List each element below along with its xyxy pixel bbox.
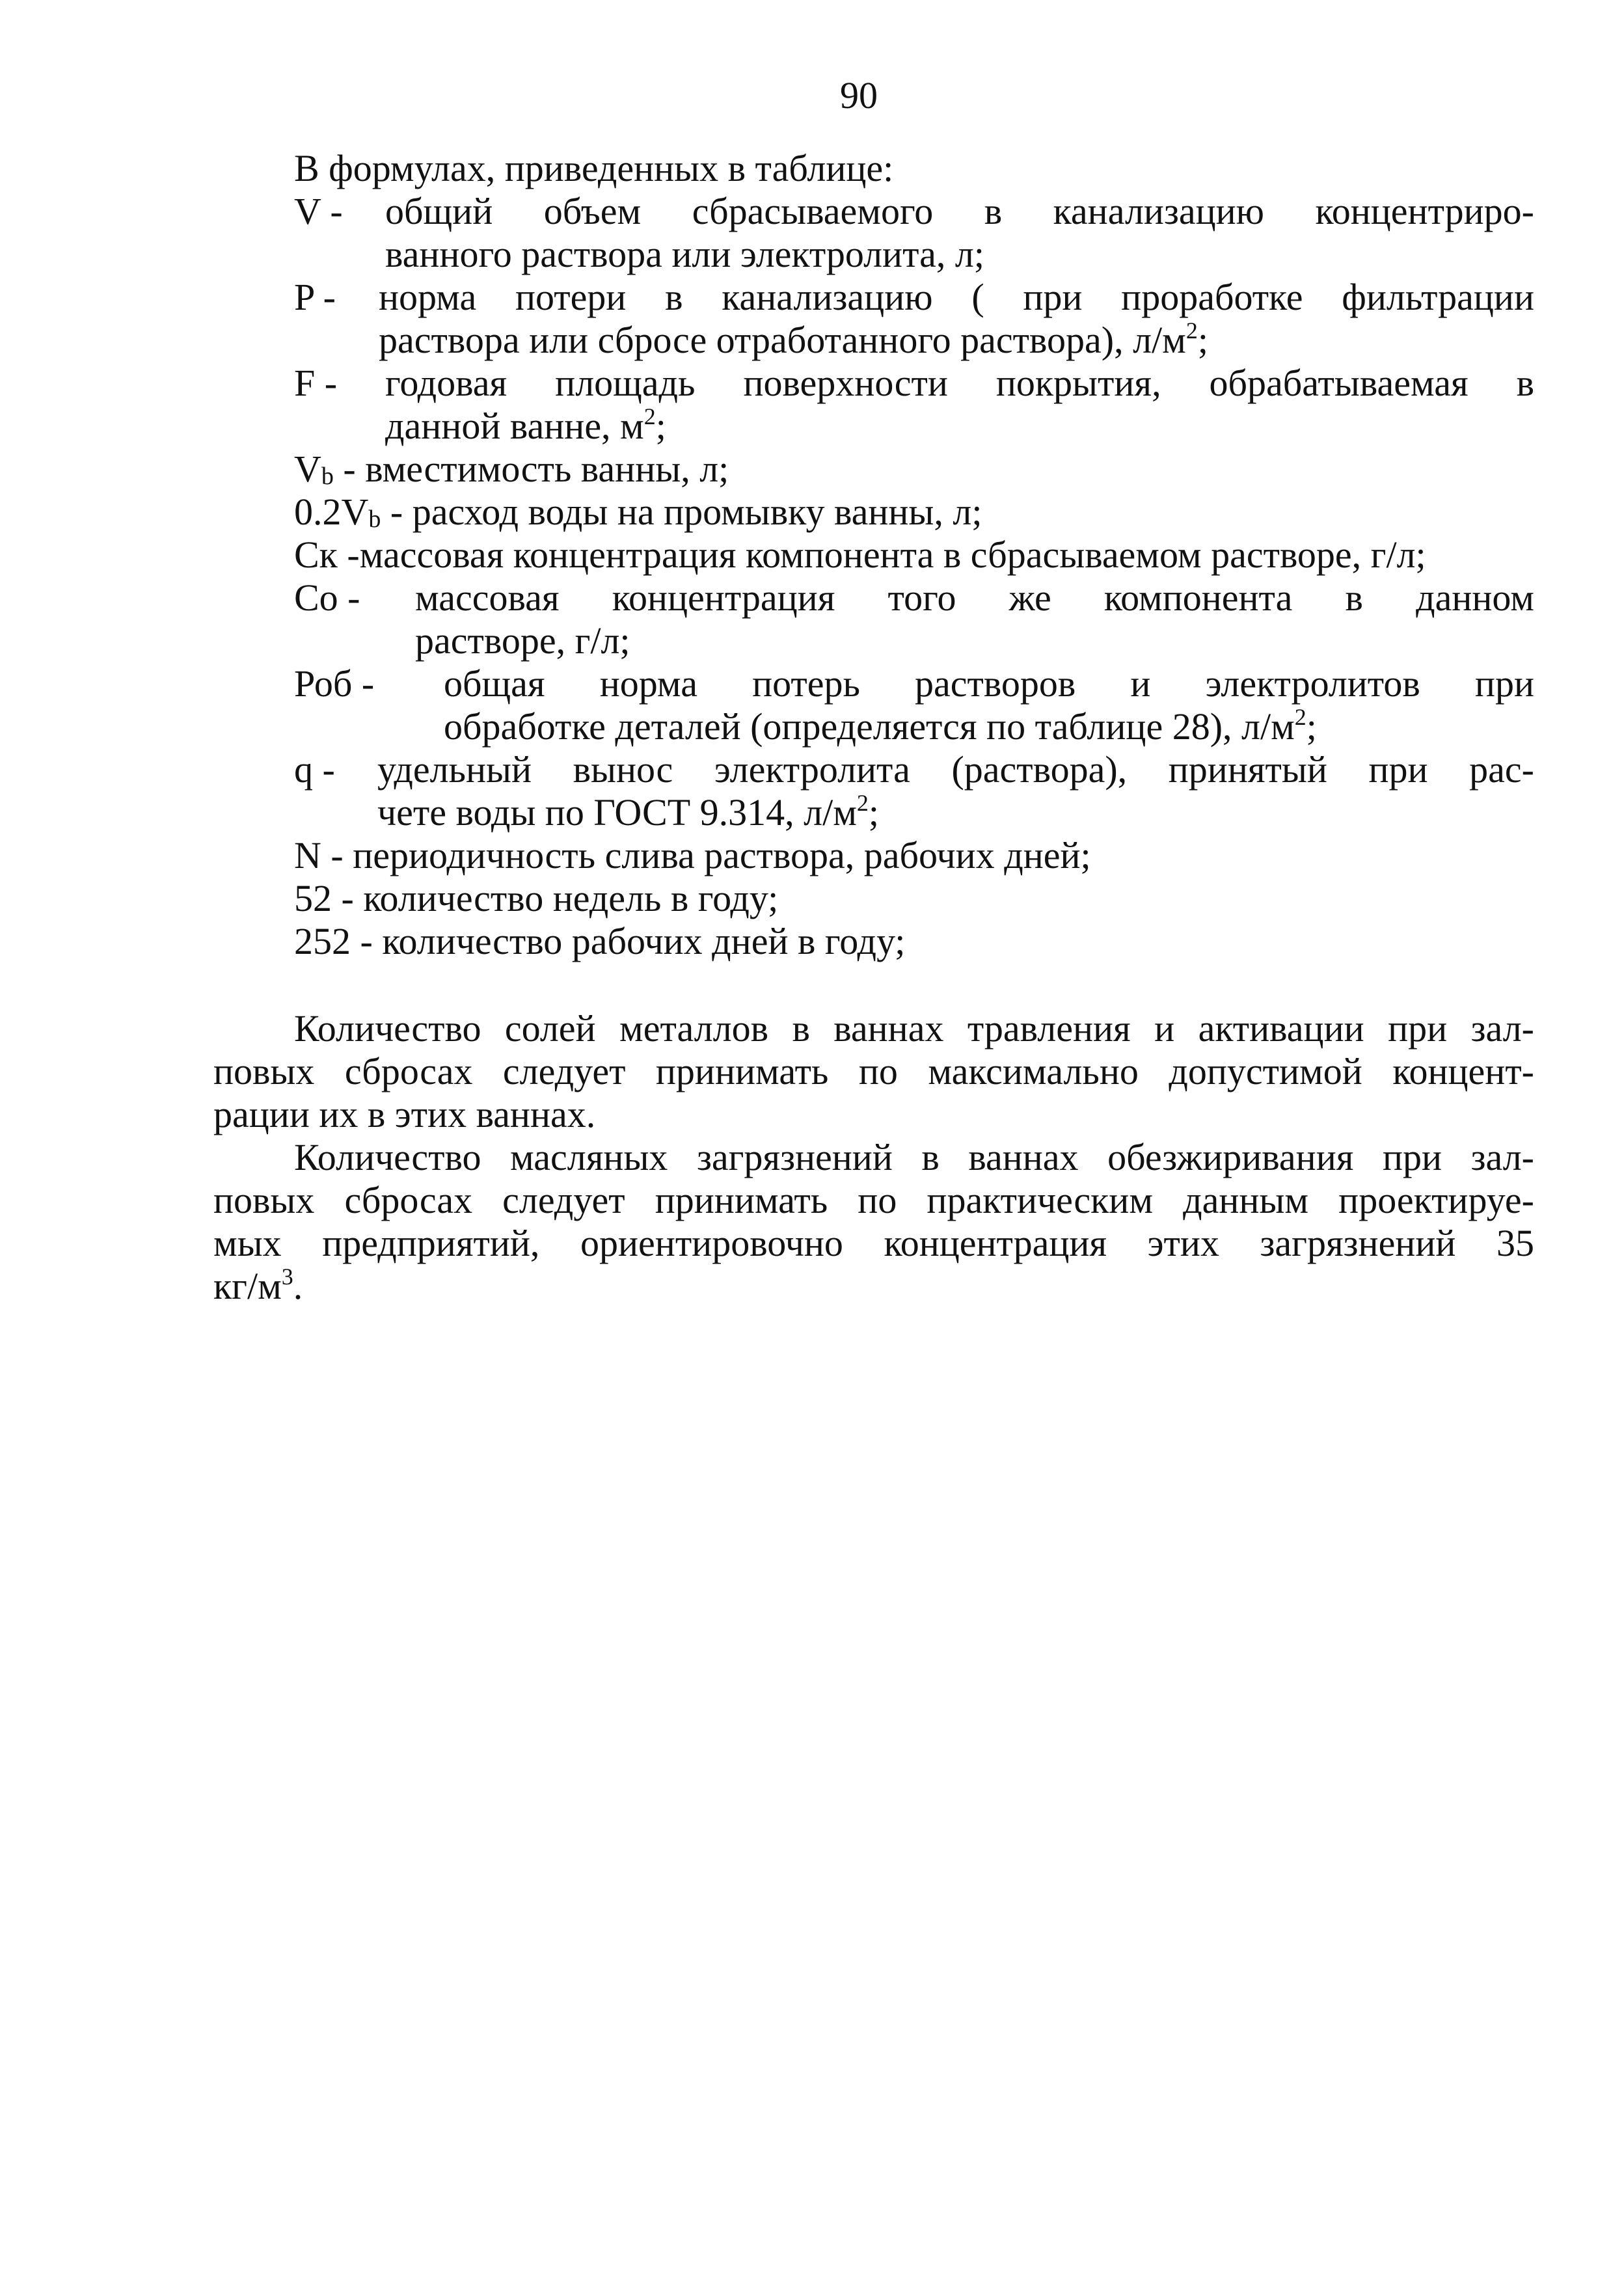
definition-line: данной ванне, $м^2$; [385, 403, 666, 447]
superscript: 2 [643, 403, 656, 429]
definition-co [294, 576, 1534, 662]
subscript: b [368, 506, 381, 533]
definition-text [444, 662, 1534, 748]
definition-q [294, 748, 1534, 834]
definition-vb: $V_b$ - вместимость ванны, л; [294, 448, 729, 490]
superscript: 3 [281, 1264, 293, 1290]
definition-ck: Ск -массовая концентрация компонента в сбрасываемом растворе, г/л; [294, 534, 1426, 576]
paragraph-line: рации их в этих ваннах. [213, 1093, 596, 1135]
definitions-block [294, 147, 1534, 963]
definition-line: обработке деталей (определяется по таблице 28), $л/м^2$; [444, 704, 1317, 748]
superscript: 2 [1185, 318, 1198, 344]
definition-symbol: q - [294, 748, 335, 791]
definition-line: удельный вынос электролита (раствора), принятый при рас- [377, 748, 1534, 791]
definition-line: ванного раствора или электролита, л; [385, 233, 984, 275]
paragraph-line: Количество солей металлов в ваннах травления и активации при зал- [294, 1007, 1534, 1050]
definition-line: массовая концентрация того же компонента в данном [415, 576, 1534, 619]
definition-n: N - периодичность слива раствора, рабочих дней; [294, 834, 1091, 876]
definitions-intro: В формулах, приведенных в таблице: [294, 147, 894, 189]
definition-line: раствора или сбросе отработанного раствора), $л/м^2$; [379, 318, 1208, 361]
definition-252: 252 - количество рабочих дней в году; [294, 920, 906, 962]
definition-symbol: F - [294, 362, 338, 404]
definition-line: общая норма потерь растворов и электролитов при [444, 662, 1534, 705]
subscript: b [321, 463, 334, 490]
definition-text [377, 748, 1534, 834]
definition-52: 52 - количество недель в году; [294, 877, 779, 919]
definition-line: годовая площадь поверхности покрытия, обрабатываемая в [385, 362, 1534, 404]
superscript: 2 [1294, 704, 1306, 730]
paragraph-line: повых сбросах следует принимать по максимально допустимой концент- [213, 1050, 1534, 1092]
definition-f [294, 362, 1534, 448]
definition-line: растворе, г/л; [415, 619, 630, 662]
definition-v [294, 190, 1534, 276]
definition-line: норма потери в канализацию ( при проработке фильтрации [379, 276, 1534, 318]
definition-p [294, 276, 1534, 362]
definition-text [385, 362, 1534, 448]
definition-rob [294, 662, 1534, 748]
paragraph-oil-contamination [213, 1136, 1534, 1308]
definition-line: общий объем сбрасываемого в канализацию концентриро- [385, 190, 1534, 232]
definition-symbol: V - [294, 190, 343, 232]
paragraph-line: $кг/м^3$. [213, 1264, 303, 1307]
definition-symbol: Роб - [294, 662, 375, 705]
definition-02vb: $0.2V_b$ - расход воды на промывку ванны, л; [294, 491, 982, 533]
paragraph-line: повых сбросах следует принимать по практическим данным проектируе- [213, 1179, 1534, 1221]
definition-symbol: Со - [294, 576, 360, 619]
paragraph-metal-salts [213, 1007, 1534, 1136]
paragraph-line: Количество масляных загрязнений в ваннах обезжиривания при зал- [294, 1136, 1534, 1178]
page-number: 90 [840, 74, 878, 116]
definition-line: чете воды по ГОСТ 9.314, $л/м^2$; [377, 790, 880, 833]
paragraph-line: мых предприятий, ориентировочно концентрация этих загрязнений 35 [213, 1222, 1534, 1264]
definition-text [379, 276, 1534, 362]
definition-text [415, 576, 1534, 662]
superscript: 2 [856, 790, 869, 816]
definition-text [385, 190, 1534, 276]
definition-symbol: P - [294, 276, 336, 318]
